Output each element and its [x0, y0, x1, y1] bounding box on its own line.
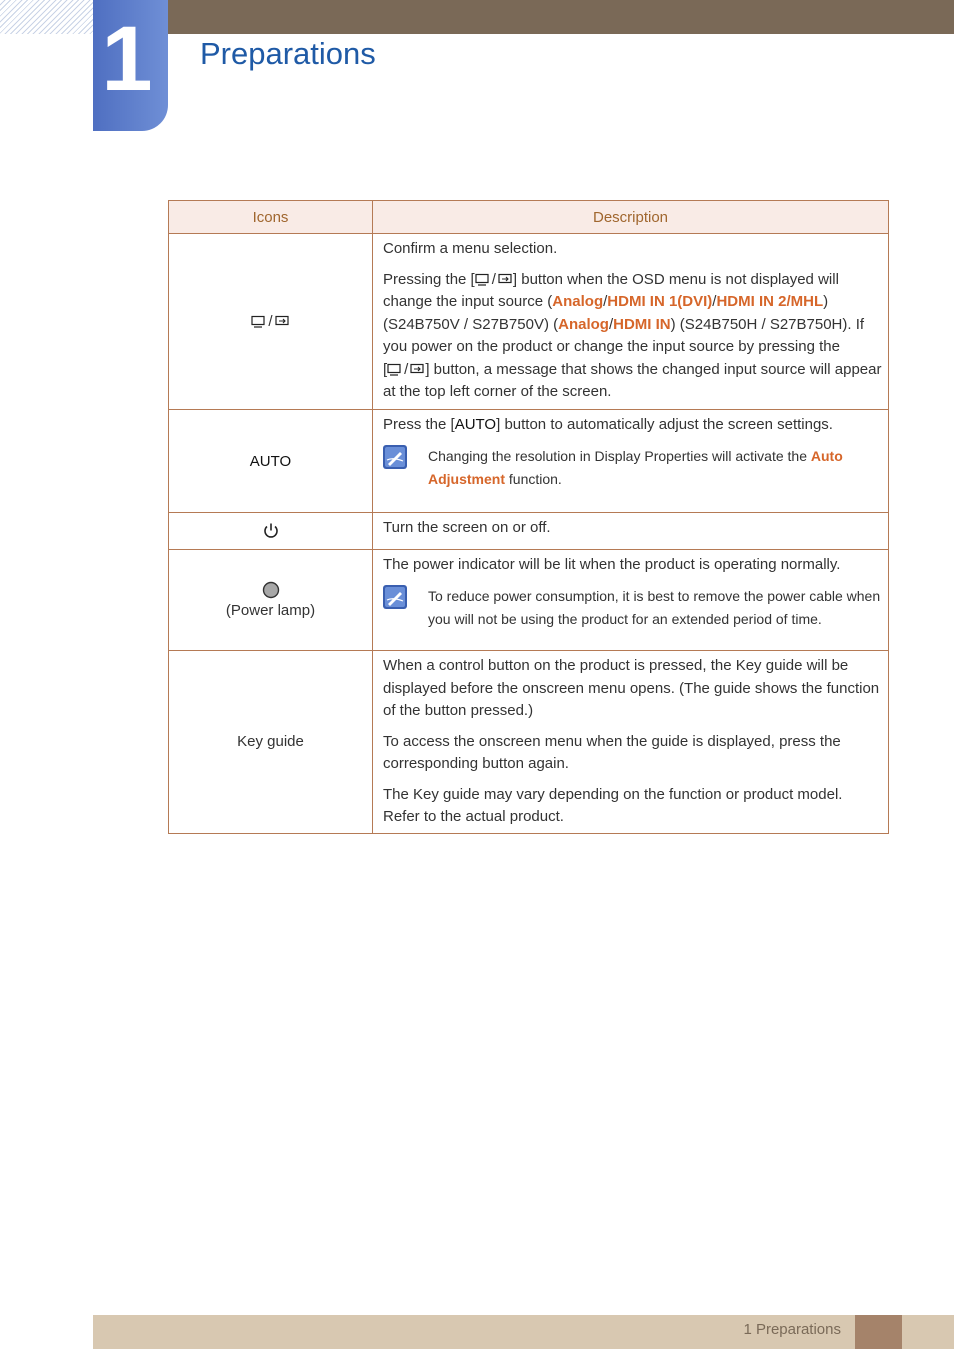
- chapter-number: 1: [101, 8, 153, 110]
- note: [383, 585, 882, 631]
- corner-hatch-decoration: [0, 0, 93, 34]
- source-enter-glyph: /: [251, 313, 289, 330]
- lamp-icon: [262, 581, 280, 599]
- note-text: Changing the resolution in Display Properties will activate the Auto Adjustment function.: [428, 447, 843, 487]
- power-lamp-label: (Power lamp): [225, 602, 316, 619]
- power-icon: [262, 522, 280, 540]
- source-text-1: Confirm a menu selection.: [383, 240, 558, 257]
- table-row: [169, 513, 889, 550]
- source-icon: [475, 273, 490, 286]
- buttons-table: [168, 200, 889, 834]
- note-icon: [383, 585, 407, 609]
- description-cell: [373, 550, 889, 651]
- enter-icon: [275, 315, 290, 328]
- term-hdmi-in-2: HDMI IN 2/MHL: [716, 293, 824, 311]
- footer-bar: [93, 1315, 954, 1349]
- note: [383, 445, 882, 491]
- inline-source-enter-glyph: /: [475, 269, 513, 292]
- term-auto-adjustment: Auto Adjustment: [428, 447, 843, 487]
- description-cell: [373, 513, 889, 550]
- icon-cell: [169, 651, 373, 834]
- auto-button-label: AUTO: [249, 452, 292, 470]
- chapter-title: Preparations: [200, 36, 376, 71]
- term-analog: Analog: [558, 315, 609, 333]
- icon-cell: [169, 513, 373, 550]
- icon-cell: [169, 234, 373, 410]
- top-banner: [168, 0, 954, 34]
- description-cell: [373, 410, 889, 513]
- lamp-text: The power indicator will be lit when the product is operating normally.: [383, 556, 841, 573]
- term-hdmi-in: HDMI IN: [613, 315, 671, 333]
- table-row: [169, 234, 889, 410]
- icon-cell: [169, 410, 373, 513]
- source-text-2: Pressing the [ / ] button when the OSD menu is not displayed will change the input source (Analog/HDMI IN 1(DVI)/HDMI IN 2/MHL) (S24B750V / S27B750V) (Analog/HDMI IN) (S24B750H / S27B750H). If you power on the product or change the input source by pressing the [ / ] button, a message that shows the changed input source will appear at the top left corner of the screen.: [383, 270, 882, 401]
- source-icon: [251, 315, 266, 328]
- inline-source-enter-glyph: /: [387, 359, 425, 382]
- description-cell: [373, 234, 889, 410]
- header-description: Description: [373, 201, 889, 234]
- source-icon: [387, 363, 402, 376]
- note-icon: [383, 445, 407, 469]
- note-text: To reduce power consumption, it is best to remove the power cable when you will not be using the product for an extended period of time.: [428, 587, 881, 627]
- power-text: Turn the screen on or off.: [383, 519, 551, 536]
- enter-icon: [498, 273, 513, 286]
- key-guide-text-3: The Key guide may vary depending on the function or product model. Refer to the actual product.: [383, 785, 843, 825]
- page-number-box: [855, 1315, 902, 1349]
- enter-icon: [410, 363, 425, 376]
- auto-text: Press the [AUTO] button to automatically adjust the screen settings.: [383, 416, 833, 433]
- table-row: [169, 651, 889, 834]
- table-row: [169, 550, 889, 651]
- table-row: [169, 410, 889, 513]
- icon-cell: [169, 550, 373, 651]
- key-guide-text-1: When a control button on the product is pressed, the Key guide will be displayed before the onscreen menu opens. (The guide shows the function of the button pressed.): [383, 657, 880, 719]
- key-guide-text-2: To access the onscreen menu when the guide is displayed, press the corresponding button again.: [383, 732, 841, 772]
- table-header-row: [169, 201, 889, 234]
- description-cell: [373, 651, 889, 834]
- chapter-tab: [93, 0, 168, 131]
- term-hdmi-in-1: HDMI IN 1(DVI): [607, 293, 713, 311]
- header-icons: Icons: [169, 201, 373, 234]
- term-analog: Analog: [552, 293, 604, 311]
- footer-chapter-label: 1 Preparations: [743, 1321, 841, 1338]
- key-guide-label: Key guide: [237, 733, 304, 751]
